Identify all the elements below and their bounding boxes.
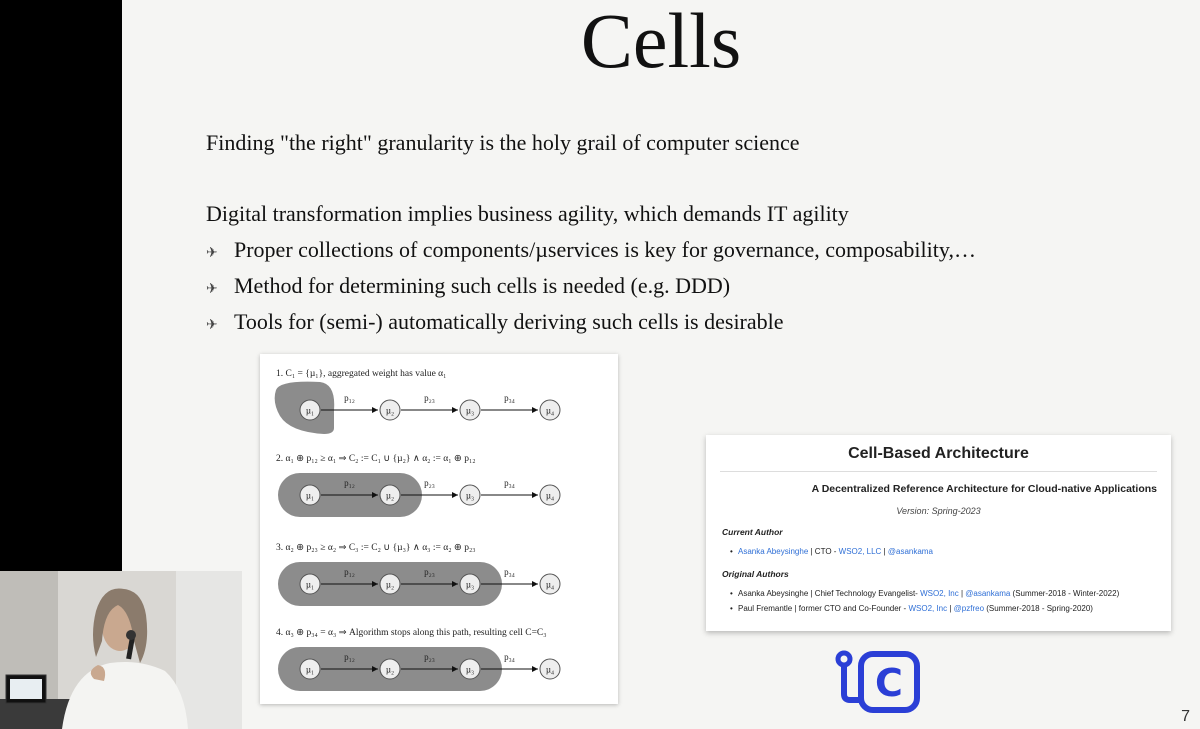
edge-weight-label: p₁₂: [344, 478, 355, 488]
bullet-item: [206, 237, 976, 263]
node-label: µ₁: [305, 405, 315, 416]
algorithm-step-caption: 2. α₁ ⊕ p₁₂ ≥ α₁ ⇒ C₂ := C₁ ∪ {µ₂} ∧ α₂ := α₁ ⊕ p₁₂: [276, 454, 476, 464]
node-label: µ₂: [385, 405, 395, 416]
separator: |: [958, 589, 966, 598]
node-label: µ₄: [545, 490, 555, 501]
algorithm-step-caption: 3. α₂ ⊕ p₂₃ ≥ α₂ ⇒ C₃ := C₂ ∪ {µ₃} ∧ α₃ := α₂ ⊕ p₂₃: [276, 543, 476, 553]
edge-weight-label: p₁₂: [344, 567, 355, 577]
author-name-link[interactable]: Asanka Abeysinghe: [738, 547, 809, 556]
author-role: | Chief Technology Evangelist-: [808, 589, 921, 598]
org-link[interactable]: WSO2, Inc: [908, 604, 948, 613]
node-label: µ₄: [545, 579, 555, 590]
original-author-item: • Paul Fremantle | former CTO and Co-Founder - WSO2, Inc | @pzfreo (Summer-2018 - Spring-2020): [730, 604, 1093, 613]
node-label: µ₁: [305, 579, 315, 590]
algorithm-step-caption: 4. α₃ ⊕ p₃₄ = α₃ ⇒ Algorithm stops along this path, resulting cell C=C₃: [276, 628, 547, 638]
edge-weight-label: p₃₄: [504, 393, 515, 403]
speaker-video: [0, 571, 242, 729]
edge-arrowhead: [452, 492, 458, 498]
edge-weight-label: p₂₃: [424, 478, 435, 488]
original-author-item: • Asanka Abeysinghe | Chief Technology Evangelist- WSO2, Inc | @asankama (Summer-2018 - Winter-2022): [730, 589, 1120, 598]
bullet-item: [206, 273, 730, 299]
slide-number: 7: [1181, 708, 1190, 725]
edge-weight-label: p₂₃: [424, 567, 435, 577]
cba-document-figure: [706, 435, 1171, 631]
separator: |: [947, 604, 954, 613]
node-label: µ₄: [545, 664, 555, 675]
org-link[interactable]: WSO2, Inc: [920, 589, 959, 598]
author-period: (Summer-2018 - Spring-2020): [984, 604, 1093, 613]
edge-arrowhead: [532, 666, 538, 672]
node-label: µ₂: [385, 490, 395, 501]
node-label: µ₂: [385, 579, 395, 590]
bullet-icon: ✈: [206, 246, 218, 261]
cba-subtitle: A Decentralized Reference Architecture for Cloud-native Applications: [811, 483, 1157, 495]
handle-link[interactable]: @asankama: [887, 547, 933, 556]
bullet-text: Method for determining such cells is needed (e.g. DDD): [234, 273, 731, 298]
cba-divider: [720, 471, 1157, 472]
node-label: µ₁: [305, 490, 315, 501]
logo-letter: C: [875, 661, 903, 705]
cell-algorithm-figure: [260, 354, 618, 704]
separator: |: [881, 547, 888, 556]
edge-weight-label: p₁₂: [344, 652, 355, 662]
intro-line: Finding "the right" granularity is the holy grail of computer science: [206, 130, 800, 155]
node-label: µ₃: [465, 579, 475, 590]
algorithm-step-caption: 1. C₁ = {µ₁}, aggregated weight has value α₁: [276, 369, 447, 379]
bullet-icon: ✈: [206, 318, 218, 333]
author-name: Asanka Abeysinghe: [738, 589, 809, 598]
edge-weight-label: p₁₂: [344, 393, 355, 403]
node-label: µ₃: [465, 490, 475, 501]
node-label: µ₂: [385, 664, 395, 675]
org-link[interactable]: WSO2, LLC: [838, 547, 882, 556]
node-label: µ₃: [465, 405, 475, 416]
edge-arrowhead: [532, 581, 538, 587]
author-role: | CTO -: [808, 547, 839, 556]
cell-algorithm-diagram: [260, 354, 618, 704]
edge-weight-label: p₃₄: [504, 478, 515, 488]
edge-arrowhead: [372, 407, 378, 413]
author-period: (Summer-2018 - Winter-2022): [1010, 589, 1120, 598]
edge-arrowhead: [532, 407, 538, 413]
author-role: | former CTO and Co-Founder -: [792, 604, 909, 613]
bullet-item: [206, 309, 784, 335]
handle-link[interactable]: @asankama: [965, 589, 1011, 598]
edge-weight-label: p₃₄: [504, 652, 515, 662]
edge-weight-label: p₂₃: [424, 393, 435, 403]
current-author-item: • Asanka Abeysinghe | CTO - WSO2, LLC | @asankama: [730, 547, 933, 556]
cba-version: Version: Spring-2023: [896, 506, 981, 516]
bullet-text: Tools for (semi-) automatically deriving such cells is desirable: [234, 309, 784, 334]
edge-weight-label: p₃₄: [504, 567, 515, 577]
node-label: µ₁: [305, 664, 315, 675]
bullet-icon: ✈: [206, 282, 218, 297]
cba-title: Cell-Based Architecture: [848, 445, 1029, 462]
node-label: µ₄: [545, 405, 555, 416]
bullet-text: Proper collections of components/µservices is key for governance, composability,…: [234, 237, 976, 262]
speaker-video-image: [0, 571, 242, 729]
slide-title: Cells: [580, 0, 742, 84]
handle-link[interactable]: @pzfreo: [953, 604, 985, 613]
edge-arrowhead: [452, 407, 458, 413]
current-author-heading: Current Author: [722, 527, 783, 537]
author-name: Paul Fremantle: [738, 604, 793, 613]
node-label: µ₃: [465, 664, 475, 675]
original-authors-heading: Original Authors: [722, 569, 789, 579]
edge-weight-label: p₂₃: [424, 652, 435, 662]
cell-based-architecture-logo-icon: [835, 650, 921, 716]
agility-line: Digital transformation implies business agility, which demands IT agility: [206, 201, 849, 226]
slide: [122, 0, 1200, 729]
edge-arrowhead: [532, 492, 538, 498]
